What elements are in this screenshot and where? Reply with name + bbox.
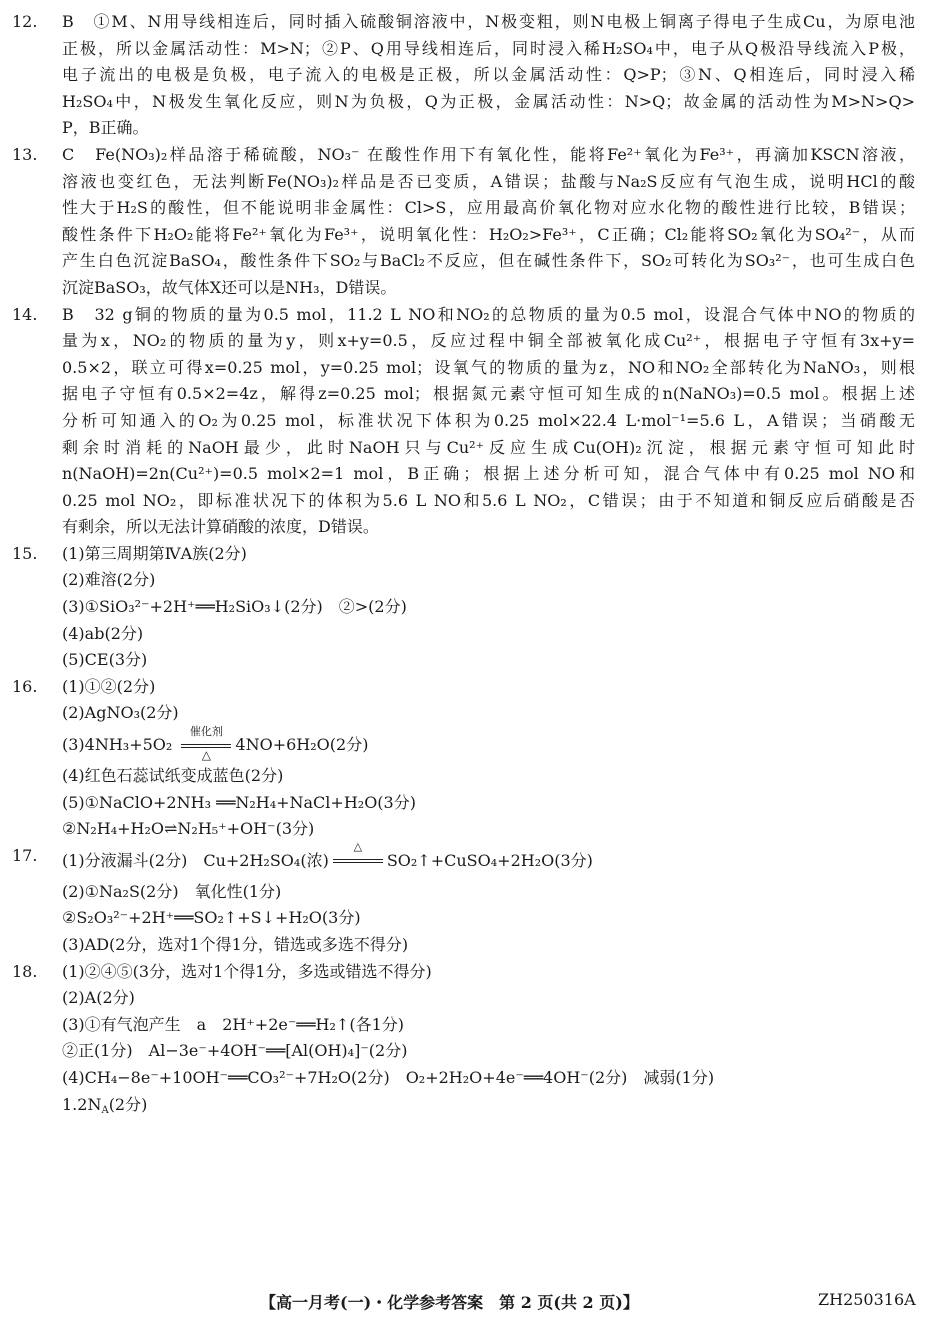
- answer-line: (1)②④⑤(3分，选对1个得1分，多选或错选不得分): [62, 961, 432, 981]
- answer-line: 沉淀BaSO₃，故气体X还可以是NH₃，D错误。: [62, 277, 397, 297]
- answer-line: (1)第三周期第ⅣA族(2分): [62, 543, 247, 563]
- answer-line: n(NaOH)=2n(Cu²⁺)=0.5 mol×2=1 mol，B正确；根据上述分析可知，混合气体中有0.25 mol NO和: [62, 464, 915, 484]
- answer-line: (3)AD(2分，选对1个得1分，错选或多选不得分): [62, 935, 409, 954]
- answer-line: [62, 1092, 915, 1119]
- answer-line: ②正(1分) Al−3e⁻+4OH⁻══[Al(OH)₄]⁻(2分): [62, 1041, 408, 1061]
- question-16: [0, 674, 950, 843]
- question-13: [0, 142, 950, 302]
- reaction-equation-line: [62, 840, 915, 879]
- equation-products: SO₂↑+CuSO₄+2H₂O(3分): [386, 850, 593, 870]
- answer-line: (3)①有气泡产生 a 2H⁺+2e⁻══H₂↑(各1分): [62, 1014, 404, 1034]
- answer-line: 0.5×2，联立可得x=0.25 mol，y=0.25 mol；设氧气的物质的量为z，NO和NO₂全部转化为NaNO₃，则根: [62, 357, 915, 377]
- answer-line: 量为x，NO₂的物质的量为y，则x+y=0.5，反应过程中铜全部被氧化成Cu²⁺，根据电子守恒有3x+y=: [62, 331, 915, 351]
- answer-line: B ①M、N用导线相连后，同时插入硫酸铜溶液中，N极变粗，则N电极上铜离子得电子生成Cu，为原电池: [62, 12, 915, 31]
- answer-line: (4)红色石蕊试纸变成蓝色(2分): [62, 766, 284, 786]
- answer-line: (2)难溶(2分): [62, 570, 156, 590]
- answer-line: (5)①NaClO+2NH₃ ══N₂H₄+NaCl+H₂O(3分): [62, 792, 416, 812]
- answer-text: 1.2N: [62, 1094, 102, 1114]
- equals-sign: [333, 859, 383, 863]
- answer-text: (2分): [108, 1094, 148, 1114]
- answer-line: 产生白色沉淀BaSO₄，酸性条件下SO₂与BaCl₂不反应，但在碱性条件下，SO₂可转化为SO₃²⁻，也可生成白色: [62, 251, 915, 271]
- answer-line: (4)CH₄−8e⁻+10OH⁻══CO₃²⁻+7H₂O(2分) O₂+2H₂O+4e⁻══4OH⁻(2分) 减弱(1分): [62, 1067, 715, 1087]
- answer-line: (1)①②(2分): [62, 676, 156, 696]
- reaction-equation-line: [62, 724, 915, 763]
- question-18: [0, 959, 950, 1119]
- answer-line: 剩余时消耗的NaOH最少，此时NaOH只与Cu²⁺反应生成Cu(OH)₂沉淀，根据元素守恒可知此时: [62, 437, 915, 457]
- reaction-condition-equals: [177, 724, 235, 764]
- question-number: 16.: [12, 676, 38, 696]
- reaction-condition-equals: [329, 840, 387, 879]
- answer-line: (4)ab(2分): [62, 623, 144, 643]
- answer-line: (2)AgNO₃(2分): [62, 703, 179, 723]
- answer-line: B 32 g铜的物质的量为0.5 mol，11.2 L NO和NO₂的总物质的量为0.5 mol，设混合气体中NO的物质的: [62, 304, 915, 324]
- condition-above: 催化剂: [189, 724, 223, 738]
- answer-line: 0.25 mol NO₂，即标准状况下的体积为5.6 L NO和5.6 L NO₂，C错误；由于不知道和铜反应后硝酸是否: [62, 490, 915, 510]
- answer-line: (2)①Na₂S(2分) 氧化性(1分): [62, 881, 282, 901]
- answer-line: 溶液也变红色，无法判断Fe(NO₃)₂样品是否已变质，A错误；盐酸与Na₂S反应有气泡生成，说明HCl的酸: [62, 171, 915, 191]
- condition-below: △: [201, 747, 212, 762]
- condition-above: △: [353, 840, 363, 854]
- equation-reactants: (3)4NH₃+5O₂: [62, 735, 178, 755]
- question-number: 15.: [12, 543, 38, 563]
- answer-line: 正极，所以金属活动性：M>N；②P、Q用导线相连后，同时浸入稀H₂SO₄中，电子从Q极沿导线流入P极，: [62, 38, 915, 58]
- question-number: 17.: [12, 845, 38, 865]
- answer-line: 分析可知通入的O₂为0.25 mol，标准状况下体积为0.25 mol×22.4 L·mol⁻¹=5.6 L，A错误；当硝酸无: [62, 410, 915, 430]
- answer-line: H₂SO₄中，N极发生氧化反应，则N为负极，Q为正极，金属活动性：N>Q；故金属的活动性为M>N>Q>: [62, 91, 915, 111]
- question-17: [0, 840, 950, 959]
- answer-line: P，B正确。: [62, 118, 149, 138]
- answer-line: 酸性条件下H₂O₂能将Fe²⁺氧化为Fe³⁺，说明氧化性：H₂O₂>Fe³⁺，C正确；Cl₂能将SO₂氧化为SO₄²⁻，从而: [62, 224, 915, 244]
- subscript: A: [101, 1104, 109, 1116]
- answer-line: (2)A(2分): [62, 988, 135, 1008]
- answer-line: 电子流出的电极是负极，电子流入的电极是正极，所以金属活动性：Q>P；③N、Q相连后，同时浸入稀: [62, 65, 915, 85]
- question-number: 12.: [12, 12, 38, 31]
- question-number: 18.: [12, 961, 38, 981]
- answer-line: ②S₂O₃²⁻+2H⁺══SO₂↑+S↓+H₂O(3分): [62, 908, 361, 928]
- answer-line: 有剩余，所以无法计算硝酸的浓度，D错误。: [62, 517, 379, 537]
- question-number: 14.: [12, 304, 38, 324]
- answer-line: ②N₂H₄+H₂O⇌N₂H₅⁺+OH⁻(3分): [62, 819, 315, 839]
- question-number: 13.: [12, 144, 38, 164]
- answer-document: [0, 9, 950, 1118]
- equation-reactants: (1)分液漏斗(2分) Cu+2H₂SO₄(浓): [62, 850, 329, 870]
- equation-products: 4NO+6H₂O(2分): [235, 735, 369, 755]
- question-14: [0, 302, 950, 541]
- answer-line: 性大于H₂S的酸性，但不能说明非金属性：Cl>S，应用最高价氧化物对应水化物的酸性进行比较，B错误；: [62, 198, 915, 218]
- answer-line: (3)①SiO₃²⁻+2H⁺══H₂SiO₃↓(2分) ②>(2分): [62, 597, 407, 617]
- question-15: [0, 541, 950, 674]
- document-code: ZH250316A: [818, 1290, 916, 1309]
- footer-title: 【高一月考(一)・化学参考答案 第 2 页(共 2 页)】: [260, 1293, 639, 1312]
- answer-line: (5)CE(3分): [62, 650, 148, 670]
- answer-line: 据电子守恒有0.5×2=4z，解得z=0.25 mol；根据氮元素守恒可知生成的n(NaNO₃)=0.5 mol。根据上述: [62, 384, 915, 404]
- answer-line: C Fe(NO₃)₂样品溶于稀硫酸，NO₃⁻ 在酸性作用下有氧化性，能将Fe²⁺氧化为Fe³⁺，再滴加KSCN溶液，: [62, 144, 915, 164]
- question-12: [0, 9, 950, 142]
